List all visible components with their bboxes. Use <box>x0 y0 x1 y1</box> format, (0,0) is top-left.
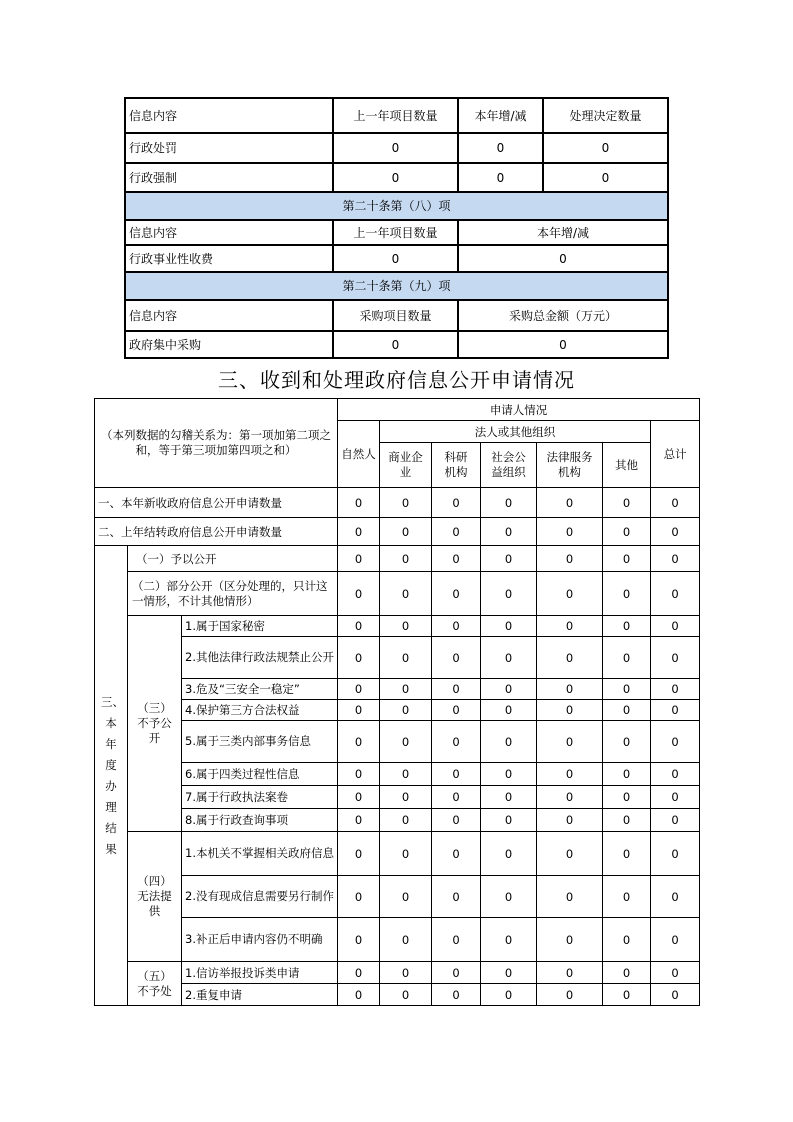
value-cell: 0 <box>380 763 432 786</box>
value-cell: 0 <box>543 133 668 163</box>
value-cell: 0 <box>338 809 380 832</box>
value-cell: 0 <box>458 133 543 163</box>
value-cell: 0 <box>537 876 603 918</box>
value-cell: 0 <box>333 163 458 192</box>
value-cell: 0 <box>432 763 481 786</box>
row-label: 行政强制 <box>125 163 333 192</box>
value-cell: 0 <box>651 832 700 876</box>
applicant-header: 申请人情况 <box>338 399 700 421</box>
value-cell: 0 <box>380 962 432 984</box>
value-cell: 0 <box>432 572 481 616</box>
value-cell: 0 <box>380 488 432 518</box>
value-cell: 0 <box>432 962 481 984</box>
value-cell: 0 <box>537 679 603 700</box>
value-cell: 0 <box>333 245 458 272</box>
header-cell: 本年增/减 <box>458 220 668 245</box>
value-cell: 0 <box>338 616 380 637</box>
value-cell: 0 <box>432 546 481 572</box>
value-cell: 0 <box>481 809 537 832</box>
value-cell: 0 <box>537 572 603 616</box>
value-cell: 0 <box>481 518 537 546</box>
value-cell: 0 <box>481 679 537 700</box>
section-title: 第二十条第（八）项 <box>125 192 668 220</box>
value-cell: 0 <box>338 637 380 679</box>
header-cell: 信息内容 <box>125 98 333 133</box>
row-label: 6.属于四类过程性信息 <box>182 763 338 786</box>
value-cell: 0 <box>651 546 700 572</box>
value-cell: 0 <box>537 763 603 786</box>
value-cell: 0 <box>537 488 603 518</box>
value-cell: 0 <box>603 984 651 1006</box>
value-cell: 0 <box>603 679 651 700</box>
applications-table <box>94 398 700 1006</box>
header-cell: 本年增/减 <box>458 98 543 133</box>
value-cell: 0 <box>481 918 537 962</box>
value-cell: 0 <box>603 763 651 786</box>
value-cell: 0 <box>432 637 481 679</box>
value-cell: 0 <box>481 984 537 1006</box>
col-header: 社会公益组织 <box>481 443 537 488</box>
value-cell: 0 <box>603 832 651 876</box>
value-cell: 0 <box>603 518 651 546</box>
table-row <box>95 616 700 637</box>
value-cell: 0 <box>481 637 537 679</box>
table-row <box>125 98 668 133</box>
value-cell: 0 <box>380 518 432 546</box>
value-cell: 0 <box>481 700 537 721</box>
value-cell: 0 <box>380 984 432 1006</box>
value-cell: 0 <box>481 546 537 572</box>
table-row <box>125 163 668 192</box>
value-cell: 0 <box>537 700 603 721</box>
value-cell: 0 <box>603 918 651 962</box>
table-row <box>95 918 700 962</box>
result-group-label: 三、本年度办理结果 <box>95 546 128 1006</box>
value-cell: 0 <box>432 809 481 832</box>
value-cell: 0 <box>333 133 458 163</box>
value-cell: 0 <box>651 488 700 518</box>
value-cell: 0 <box>338 572 380 616</box>
header-cell: 上一年项目数量 <box>333 220 458 245</box>
value-cell: 0 <box>432 700 481 721</box>
table-row <box>95 518 700 546</box>
value-cell: 0 <box>537 721 603 763</box>
value-cell: 0 <box>333 331 458 358</box>
value-cell: 0 <box>651 786 700 809</box>
value-cell: 0 <box>432 984 481 1006</box>
value-cell: 0 <box>380 786 432 809</box>
value-cell: 0 <box>338 518 380 546</box>
value-cell: 0 <box>338 962 380 984</box>
value-cell: 0 <box>338 918 380 962</box>
value-cell: 0 <box>481 572 537 616</box>
value-cell: 0 <box>651 721 700 763</box>
value-cell: 0 <box>338 721 380 763</box>
value-cell: 0 <box>651 518 700 546</box>
value-cell: 0 <box>537 616 603 637</box>
value-cell: 0 <box>338 786 380 809</box>
table-row <box>95 763 700 786</box>
value-cell: 0 <box>380 546 432 572</box>
header-cell: 采购总金额（万元） <box>458 300 668 331</box>
value-cell: 0 <box>338 679 380 700</box>
value-cell: 0 <box>338 546 380 572</box>
value-cell: 0 <box>651 809 700 832</box>
row-label: （一）予以公开 <box>128 546 338 572</box>
header-cell: 处理决定数量 <box>543 98 668 133</box>
value-cell: 0 <box>432 876 481 918</box>
table-row <box>95 679 700 700</box>
value-cell: 0 <box>380 876 432 918</box>
value-cell: 0 <box>537 832 603 876</box>
row-label: 5.属于三类内部事务信息 <box>182 721 338 763</box>
value-cell: 0 <box>651 763 700 786</box>
value-cell: 0 <box>338 984 380 1006</box>
value-cell: 0 <box>537 809 603 832</box>
value-cell: 0 <box>651 876 700 918</box>
row-label: 行政处罚 <box>125 133 333 163</box>
value-cell: 0 <box>481 616 537 637</box>
value-cell: 0 <box>603 546 651 572</box>
value-cell: 0 <box>380 809 432 832</box>
row-label: 一、本年新收政府信息公开申请数量 <box>95 488 338 518</box>
value-cell: 0 <box>481 763 537 786</box>
value-cell: 0 <box>651 700 700 721</box>
total-header: 总计 <box>651 421 700 488</box>
value-cell: 0 <box>603 721 651 763</box>
value-cell: 0 <box>380 616 432 637</box>
value-cell: 0 <box>651 962 700 984</box>
value-cell: 0 <box>380 700 432 721</box>
value-cell: 0 <box>537 546 603 572</box>
row-label: （二）部分公开（区分处理的，只计这一情形，不计其他情形） <box>128 572 338 616</box>
value-cell: 0 <box>537 962 603 984</box>
value-cell: 0 <box>537 518 603 546</box>
table-row <box>95 876 700 918</box>
value-cell: 0 <box>603 572 651 616</box>
value-cell: 0 <box>380 637 432 679</box>
header-cell: 信息内容 <box>125 220 333 245</box>
value-cell: 0 <box>458 163 543 192</box>
value-cell: 0 <box>537 984 603 1006</box>
value-cell: 0 <box>481 832 537 876</box>
value-cell: 0 <box>432 721 481 763</box>
subgroup-label: （四）无法提供 <box>128 832 182 962</box>
value-cell: 0 <box>338 700 380 721</box>
row-label: 3.危及“三安全一稳定” <box>182 679 338 700</box>
article20-table <box>124 97 669 359</box>
table-row <box>95 809 700 832</box>
section-header-row <box>125 192 668 220</box>
value-cell: 0 <box>651 572 700 616</box>
value-cell: 0 <box>432 679 481 700</box>
value-cell: 0 <box>481 876 537 918</box>
table-row <box>125 331 668 358</box>
row-label: 8.属于行政查询事项 <box>182 809 338 832</box>
row-label: 3.补正后申请内容仍不明确 <box>182 918 338 962</box>
table-row <box>95 832 700 876</box>
value-cell: 0 <box>603 809 651 832</box>
table-row <box>125 300 668 331</box>
value-cell: 0 <box>338 763 380 786</box>
row-label: 4.保护第三方合法权益 <box>182 700 338 721</box>
table-row <box>95 962 700 984</box>
header-cell: 上一年项目数量 <box>333 98 458 133</box>
section-title: 第二十条第（九）项 <box>125 272 668 300</box>
value-cell: 0 <box>481 962 537 984</box>
value-cell: 0 <box>537 918 603 962</box>
table-row <box>125 133 668 163</box>
subgroup-label: （五）不予处 <box>128 962 182 1006</box>
value-cell: 0 <box>537 786 603 809</box>
natural-person-header: 自然人 <box>338 421 380 488</box>
value-cell: 0 <box>432 488 481 518</box>
table-row <box>95 572 700 616</box>
value-cell: 0 <box>603 637 651 679</box>
section-heading: 三、收到和处理政府信息公开申请情况 <box>218 368 575 392</box>
value-cell: 0 <box>458 245 668 272</box>
value-cell: 0 <box>481 488 537 518</box>
header-cell: 采购项目数量 <box>333 300 458 331</box>
value-cell: 0 <box>432 918 481 962</box>
value-cell: 0 <box>432 832 481 876</box>
table-row <box>95 488 700 518</box>
table-row <box>125 220 668 245</box>
value-cell: 0 <box>651 679 700 700</box>
value-cell: 0 <box>603 786 651 809</box>
col-header: 科研机构 <box>432 443 481 488</box>
corner-note: （本列数据的勾稽关系为：第一项加第二项之和，等于第三项加第四项之和） <box>95 399 338 488</box>
table-row <box>95 700 700 721</box>
value-cell: 0 <box>380 721 432 763</box>
table-row <box>95 546 700 572</box>
row-label: 政府集中采购 <box>125 331 333 358</box>
value-cell: 0 <box>481 721 537 763</box>
section-header-row <box>125 272 668 300</box>
col-header: 商业企业 <box>380 443 432 488</box>
value-cell: 0 <box>380 832 432 876</box>
table-row <box>95 786 700 809</box>
value-cell: 0 <box>432 518 481 546</box>
row-label: 二、上年结转政府信息公开申请数量 <box>95 518 338 546</box>
value-cell: 0 <box>537 637 603 679</box>
value-cell: 0 <box>380 918 432 962</box>
value-cell: 0 <box>338 488 380 518</box>
row-label: 2.重复申请 <box>182 984 338 1006</box>
value-cell: 0 <box>458 331 668 358</box>
value-cell: 0 <box>481 786 537 809</box>
table-row <box>95 721 700 763</box>
value-cell: 0 <box>603 488 651 518</box>
value-cell: 0 <box>603 962 651 984</box>
table-row <box>95 637 700 679</box>
row-label: 2.没有现成信息需要另行制作 <box>182 876 338 918</box>
header-cell: 信息内容 <box>125 300 333 331</box>
row-label: 2.其他法律行政法规禁止公开 <box>182 637 338 679</box>
header-row <box>95 399 700 421</box>
legal-org-header: 法人或其他组织 <box>380 421 651 443</box>
value-cell: 0 <box>380 679 432 700</box>
row-label: 1.信访举报投诉类申请 <box>182 962 338 984</box>
col-header: 法律服务机构 <box>537 443 603 488</box>
row-label: 7.属于行政执法案卷 <box>182 786 338 809</box>
table-row <box>95 984 700 1006</box>
value-cell: 0 <box>651 984 700 1006</box>
col-header: 其他 <box>603 443 651 488</box>
value-cell: 0 <box>603 700 651 721</box>
value-cell: 0 <box>651 637 700 679</box>
value-cell: 0 <box>380 572 432 616</box>
subgroup-label: （三）不予公开 <box>128 616 182 832</box>
value-cell: 0 <box>338 876 380 918</box>
value-cell: 0 <box>543 163 668 192</box>
value-cell: 0 <box>603 616 651 637</box>
row-label: 1.属于国家秘密 <box>182 616 338 637</box>
row-label: 行政事业性收费 <box>125 245 333 272</box>
value-cell: 0 <box>651 918 700 962</box>
value-cell: 0 <box>338 832 380 876</box>
value-cell: 0 <box>651 616 700 637</box>
value-cell: 0 <box>603 876 651 918</box>
value-cell: 0 <box>432 616 481 637</box>
value-cell: 0 <box>432 786 481 809</box>
row-label: 1.本机关不掌握相关政府信息 <box>182 832 338 876</box>
table-row <box>125 245 668 272</box>
